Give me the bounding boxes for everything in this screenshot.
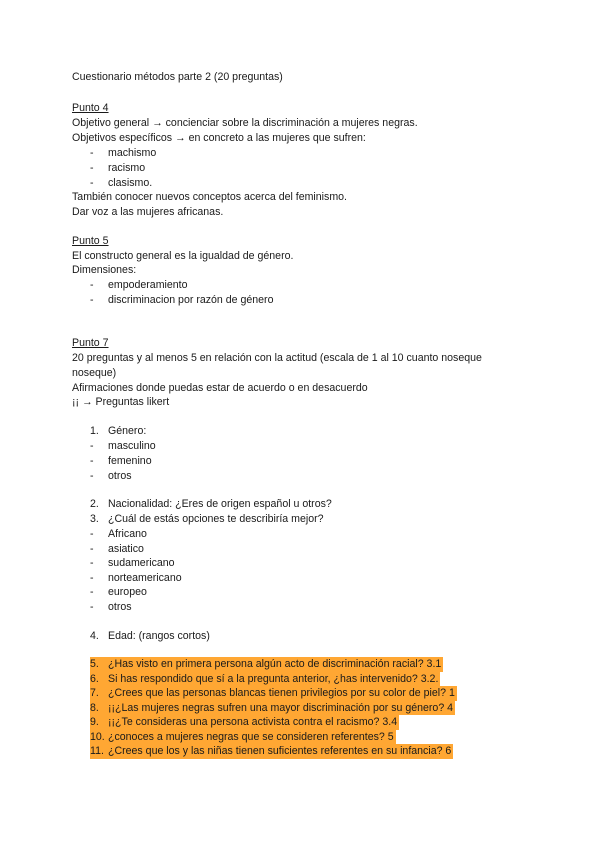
question-number: 5. — [90, 658, 99, 670]
question-number: 11. — [90, 745, 104, 757]
bullet-dash: - — [90, 557, 94, 569]
bullet-dash: - — [90, 572, 94, 584]
dimensiones-label: Dimensiones: — [72, 264, 137, 276]
list-item: discriminacion por razón de género — [108, 294, 274, 306]
list-item: clasismo. — [108, 177, 153, 189]
tambien-text: También conocer nuevos conceptos acerca del feminismo. — [72, 191, 347, 203]
question-text: Género: — [108, 425, 147, 437]
question-text: ¿Has visto en primera persona algún acto de discriminación racial? 3.1 — [108, 658, 442, 670]
punto7-line4: ¡¡ → Preguntas likert — [72, 396, 170, 408]
highlighted-question — [90, 730, 396, 745]
bullet-dash: - — [90, 601, 94, 613]
question-number: 1. — [90, 425, 99, 437]
question-text: ¿Crees que las personas blancas tienen privilegios por su color de piel? 1 — [108, 687, 455, 699]
bullet-dash: - — [90, 528, 94, 540]
punto7-line3: Afirmaciones donde puedas estar de acuerdo o en desacuerdo — [72, 382, 368, 394]
list-item: asiatico — [108, 543, 144, 555]
list-item: Africano — [108, 528, 147, 540]
dar-voz-text: Dar voz a las mujeres africanas. — [72, 206, 224, 218]
bullet-dash: - — [90, 440, 94, 452]
question-number: 6. — [90, 672, 99, 685]
document-title: Cuestionario métodos parte 2 (20 preguntas) — [72, 71, 283, 83]
list-item: otros — [108, 601, 132, 613]
list-item: europeo — [108, 586, 147, 598]
question-text: Nacionalidad: ¿Eres de origen español u otros? — [108, 498, 332, 510]
question-number: 10. — [90, 730, 105, 743]
bullet-dash: - — [90, 543, 94, 555]
question-number: 4. — [90, 630, 99, 642]
highlighted-question — [90, 657, 443, 672]
bullet-dash: - — [90, 294, 94, 306]
highlighted-question — [90, 672, 440, 687]
highlighted-question — [90, 701, 455, 716]
bullet-dash: - — [90, 147, 94, 159]
question-text: ¿conoces a mujeres negras que se consideren referentes? 5 — [108, 730, 394, 743]
list-item: masculino — [108, 440, 156, 452]
constructo-text: El constructo general es la igualdad de género. — [72, 250, 294, 262]
question-number: 2. — [90, 498, 99, 510]
punto7-line1: 20 preguntas y al menos 5 en relación con la actitud (escala de 1 al 10 cuanto noseque — [72, 352, 482, 364]
question-text: Edad: (rangos cortos) — [108, 630, 210, 642]
bullet-dash: - — [90, 455, 94, 467]
list-item: machismo — [108, 147, 157, 159]
question-number: 8. — [90, 701, 99, 714]
bullet-dash: - — [90, 586, 94, 598]
bullet-dash: - — [90, 162, 94, 174]
question-text: ¿Cuál de estás opciones te describiría mejor? — [108, 513, 324, 525]
question-number: 3. — [90, 513, 99, 525]
list-item: femenino — [108, 455, 152, 467]
bullet-dash: - — [90, 279, 94, 291]
question-text: Si has respondido que sí a la pregunta anterior, ¿has intervenido? 3.2. — [108, 672, 439, 685]
objetivos-especificos: Objetivos específicos → en concreto a las mujeres que sufren: — [72, 132, 366, 144]
bullet-dash: - — [90, 177, 94, 189]
question-text: ¿Crees que los y las niñas tienen suficientes referentes en su infancia? 6 — [108, 745, 452, 757]
highlighted-question — [90, 686, 457, 701]
highlighted-question — [90, 744, 453, 759]
bullet-dash: - — [90, 470, 94, 482]
list-item: racismo — [108, 162, 146, 174]
question-text: ¡¡¿Te consideras una persona activista contra el racismo? 3.4 — [108, 716, 398, 728]
question-text: ¡¡¿Las mujeres negras sufren una mayor discriminación por su género? 4 — [108, 701, 454, 714]
list-item: empoderamiento — [108, 279, 188, 291]
punto4-heading: Punto 4 — [72, 102, 109, 114]
punto7-heading: Punto 7 — [72, 337, 109, 349]
objetivo-general: Objetivo general → concienciar sobre la discriminación a mujeres negras. — [72, 117, 418, 129]
question-number: 7. — [90, 687, 99, 699]
list-item: norteamericano — [108, 572, 182, 584]
punto5-heading: Punto 5 — [72, 235, 109, 247]
punto7-line2: noseque) — [72, 367, 117, 379]
highlighted-question — [90, 715, 399, 730]
list-item: otros — [108, 470, 132, 482]
question-number: 9. — [90, 716, 99, 728]
list-item: sudamericano — [108, 557, 175, 569]
